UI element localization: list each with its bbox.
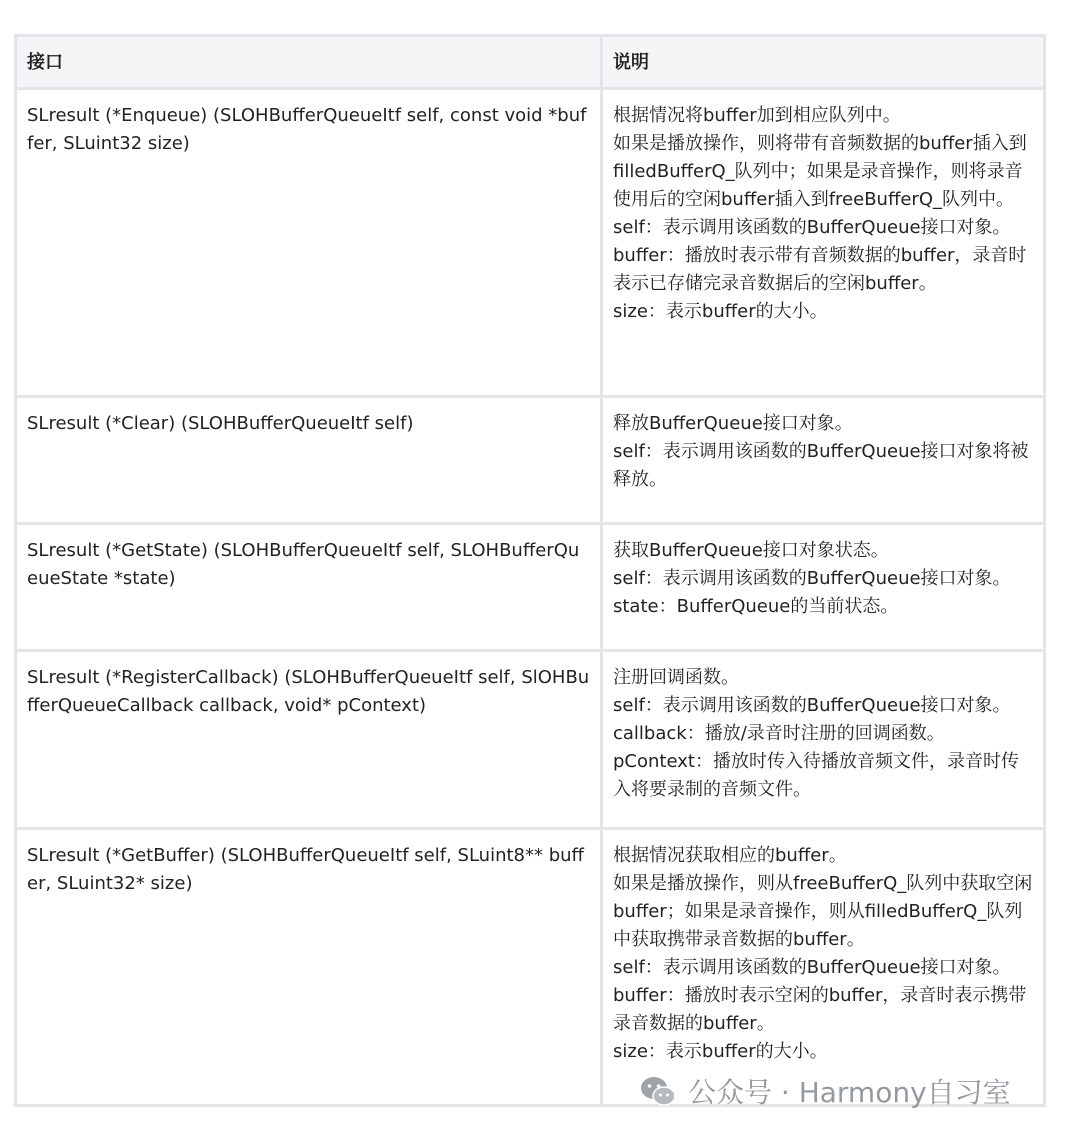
description-line: 如果是播放操作，则从freeBufferQ_队列中获取空闲buffer；如果是录音操作，则从filledBufferQ_队列中获取携带录音数据的buffer。 (613, 873, 1033, 950)
interface-cell: SLresult (*Enqueue) (SLOHBufferQueueItf self, const void *buffer, SLuint32 size) (16, 89, 602, 397)
description-line: self：表示调用该函数的BufferQueue接口对象。 (613, 957, 1011, 978)
description-line: 根据情况将buffer加到相应队列中。 (613, 105, 901, 126)
description-line: buffer：播放时表示空闲的buffer，录音时表示携带录音数据的buffer。 (613, 985, 1027, 1034)
interface-cell: SLresult (*RegisterCallback) (SLOHBufferQueueItf self, SlOHBufferQueueCallback callback, void* pContext) (16, 651, 602, 829)
table-row (16, 829, 1045, 1106)
description-cell (602, 89, 1045, 397)
description-cell (602, 397, 1045, 524)
description-line: self：表示调用该函数的BufferQueue接口对象将被释放。 (613, 441, 1029, 490)
description-line: callback：播放/录音时注册的回调函数。 (613, 723, 945, 744)
description-line: pContext：播放时传入待播放音频文件，录音时传入将要录制的音频文件。 (613, 751, 1019, 800)
description-line: buffer：播放时表示带有音频数据的buffer，录音时表示已存储完录音数据后的空闲buffer。 (613, 245, 1027, 294)
table-row (16, 89, 1045, 397)
description-line: self：表示调用该函数的BufferQueue接口对象。 (613, 568, 1011, 589)
interface-cell: SLresult (*GetState) (SLOHBufferQueueItf self, SLOHBufferQueueState *state) (16, 524, 602, 651)
header-description: 说明 (602, 36, 1045, 89)
description-cell (602, 829, 1045, 1106)
description-line: 释放BufferQueue接口对象。 (613, 413, 853, 434)
description-line: 注册回调函数。 (613, 667, 739, 688)
description-line: 获取BufferQueue接口对象状态。 (613, 540, 889, 561)
table-row (16, 524, 1045, 651)
description-line: 根据情况获取相应的buffer。 (613, 845, 847, 866)
description-line: 如果是播放操作，则将带有音频数据的buffer插入到filledBufferQ_队列中；如果是录音操作，则将录音使用后的空闲buffer插入到freeBufferQ_队列中。 (613, 133, 1027, 210)
interface-cell: SLresult (*Clear) (SLOHBufferQueueItf self) (16, 397, 602, 524)
interface-table (14, 34, 1046, 1107)
description-line: size：表示buffer的大小。 (613, 301, 828, 322)
header-interface: 接口 (16, 36, 602, 89)
table-header-row (16, 36, 1045, 89)
watermark-text: 公众号 · Harmony自习室 (688, 1076, 1011, 1109)
description-line: self：表示调用该函数的BufferQueue接口对象。 (613, 217, 1011, 238)
description-line: self：表示调用该函数的BufferQueue接口对象。 (613, 695, 1011, 716)
description-cell (602, 651, 1045, 829)
wechat-icon (638, 1071, 678, 1111)
table-row (16, 397, 1045, 524)
description-line: size：表示buffer的大小。 (613, 1041, 828, 1062)
watermark (638, 1071, 1011, 1111)
table-row (16, 651, 1045, 829)
description-cell (602, 524, 1045, 651)
interface-cell: SLresult (*GetBuffer) (SLOHBufferQueueItf self, SLuint8** buffer, SLuint32* size) (16, 829, 602, 1106)
description-line: state：BufferQueue的当前状态。 (613, 596, 899, 617)
